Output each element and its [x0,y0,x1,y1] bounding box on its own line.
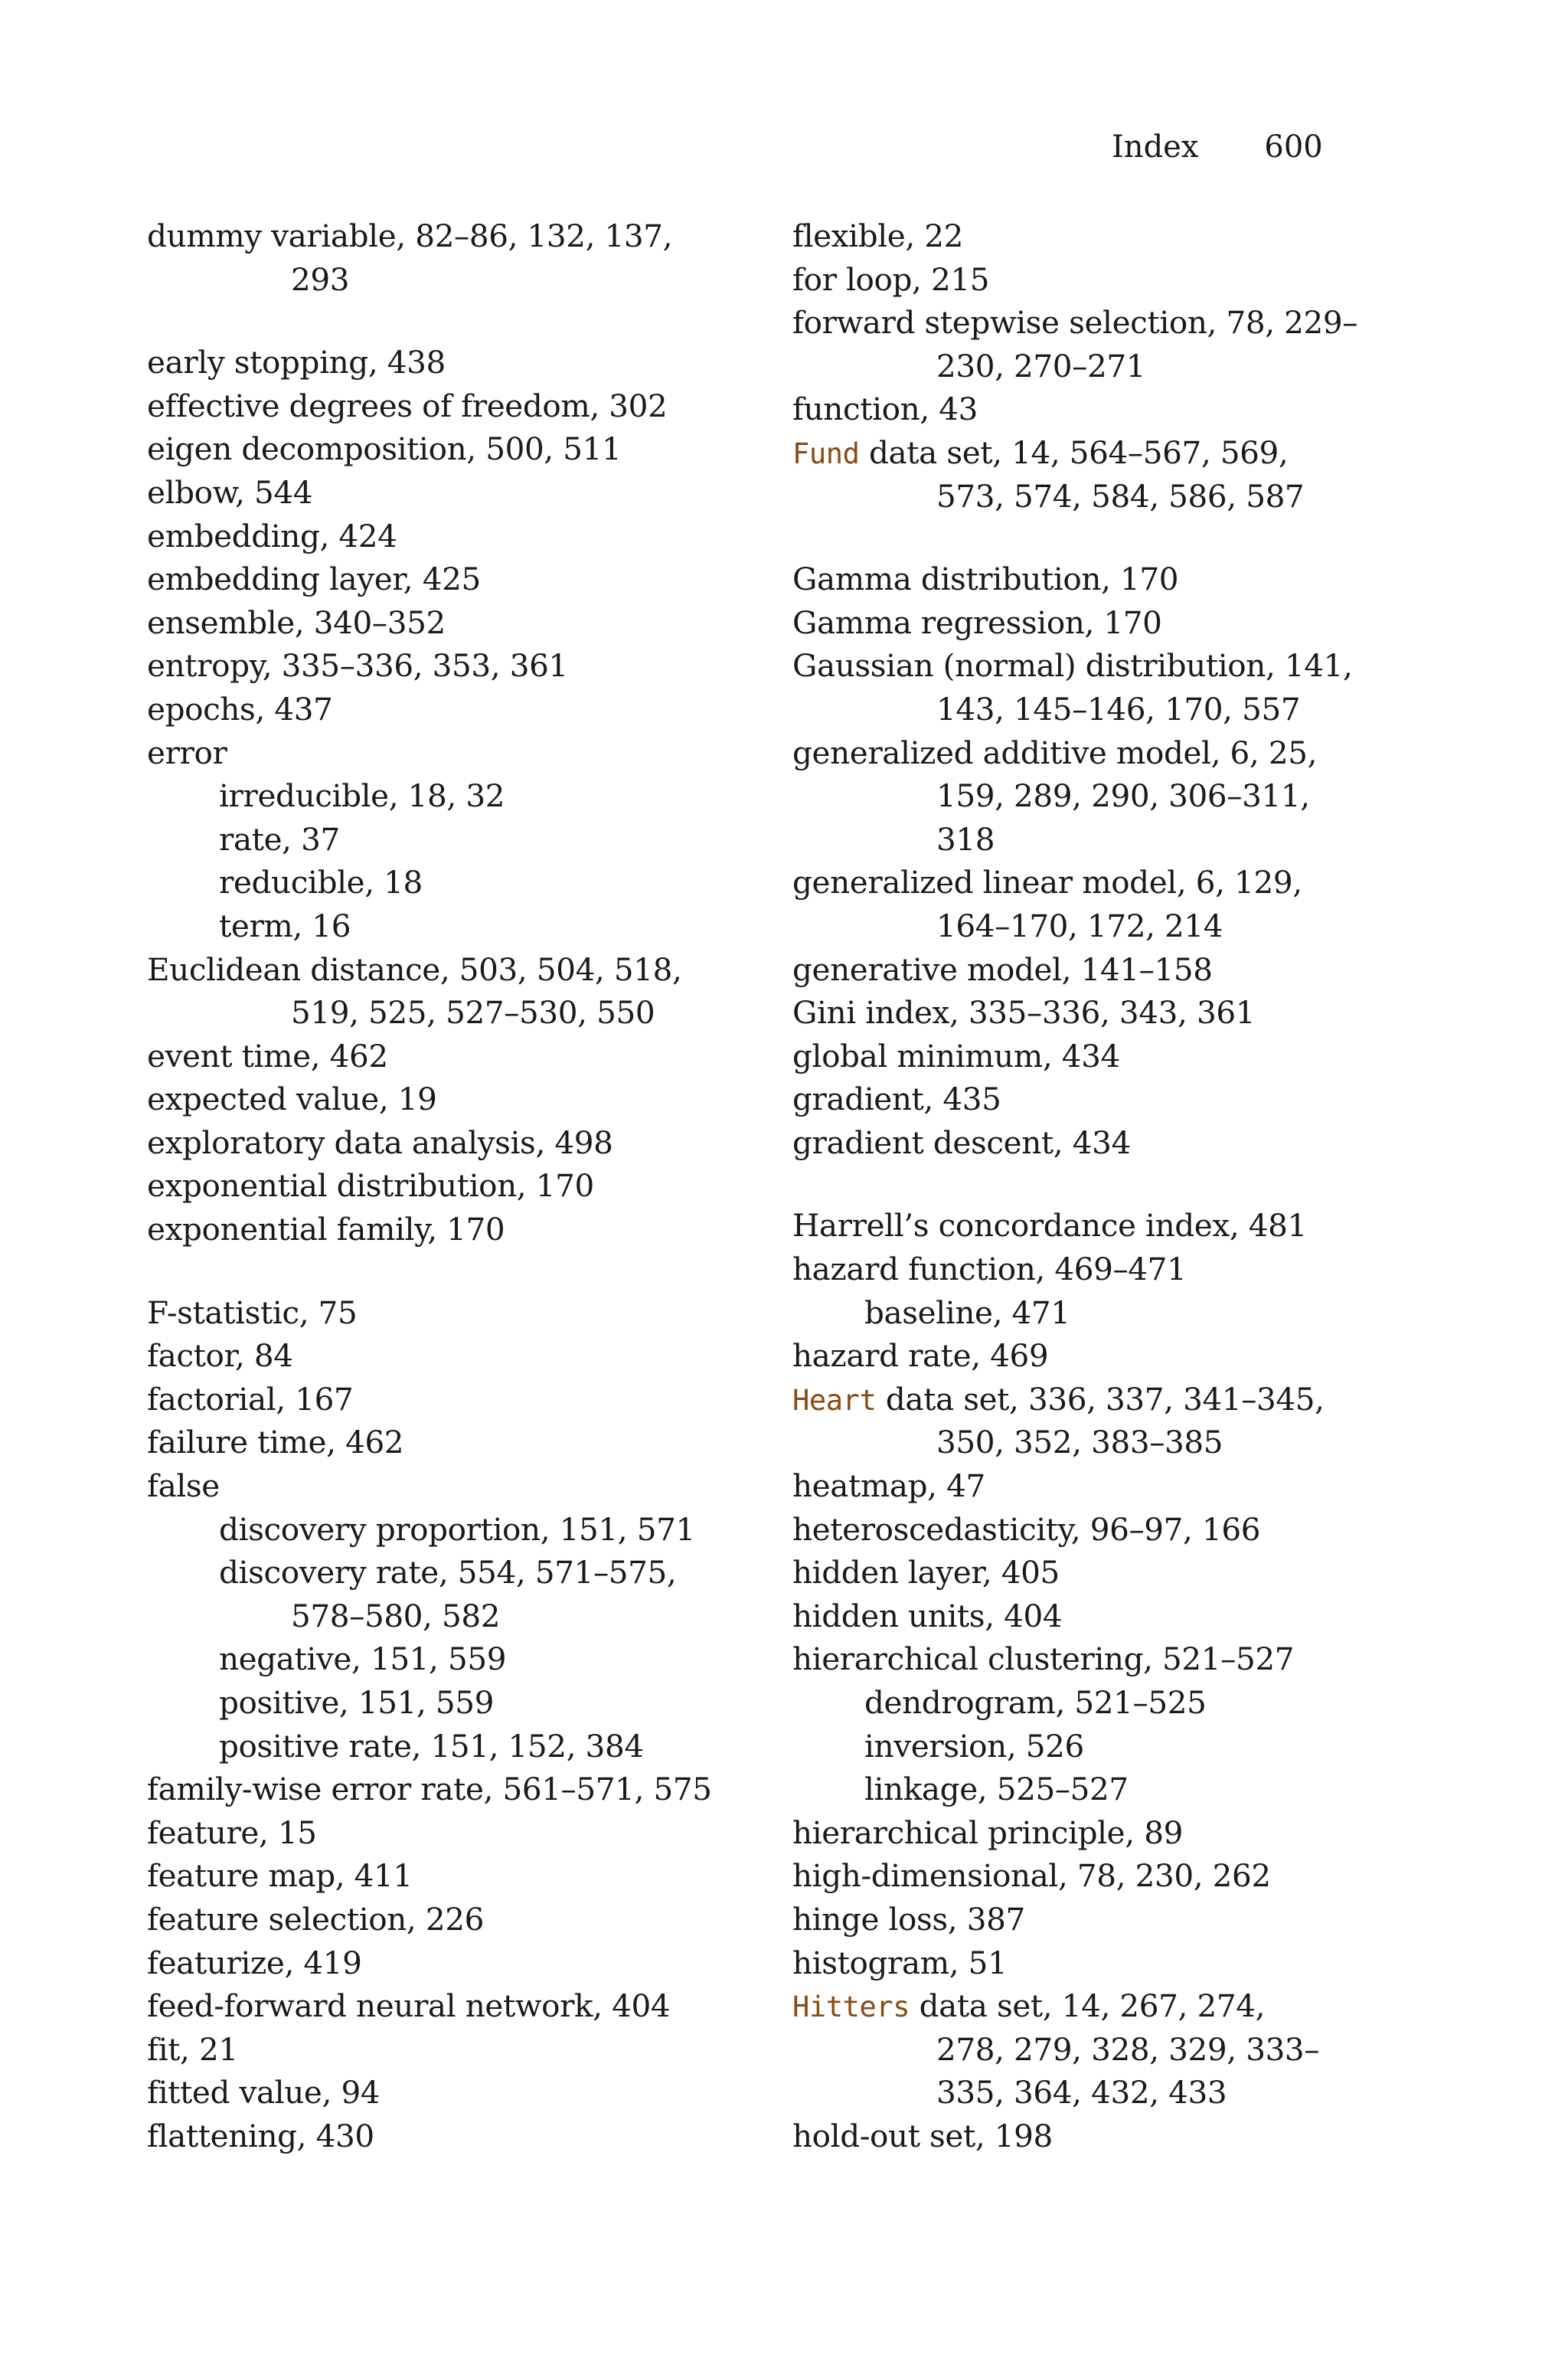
index-entry-text: expected value, 19 [147,1081,437,1118]
page-number: 600 [1264,129,1323,165]
index-entry-text: elbow, 544 [147,473,313,511]
index-entry [147,1984,729,2028]
index-entry-text: feed-forward neural network, 404 [147,1987,671,2025]
index-entry-text: baseline, 471 [864,1294,1070,1331]
index-entry [147,1121,729,1165]
index-entry-text: Gamma regression, 170 [792,603,1162,641]
index-entry-text: embedding, 424 [147,517,397,554]
index-entry-continuation [792,2071,1374,2115]
index-subentry [147,1551,729,1595]
index-entry-text: discovery rate, 554, 571–575, [219,1554,677,1591]
index-entry-text: gradient, 435 [792,1081,1001,1118]
index-subentry [147,861,729,904]
index-entry [147,1334,729,1378]
index-entry-text: 293 [291,260,350,298]
index-entry-continuation [792,774,1374,818]
index-entry [147,2028,729,2072]
index-entry-text: positive, 151, 559 [219,1684,495,1721]
index-entry-text: feature selection, 226 [147,1900,484,1938]
index-entry-text: 350, 352, 383–385 [936,1424,1223,1461]
index-entry [792,388,1374,431]
index-entry [147,948,729,992]
index-entry-continuation [147,258,729,302]
index-entry [792,1811,1374,1855]
index-entry-text: term, 16 [219,907,351,944]
running-head-section: Index [1112,129,1199,165]
index-entry-text: hazard rate, 469 [792,1337,1049,1375]
index-entry-text: false [147,1467,220,1505]
index-entry [147,515,729,558]
index-entry-continuation [792,904,1374,948]
index-entry [792,1078,1374,1121]
index-entry-text: high-dimensional, 78, 230, 262 [792,1857,1271,1895]
index-entry-text: 578–580, 582 [291,1597,501,1634]
index-entry-text: hinge loss, 387 [792,1900,1025,1938]
index-entry-text: 335, 364, 432, 433 [936,2074,1227,2111]
index-subentry [792,1291,1374,1335]
index-entry [147,1854,729,1898]
index-entry [792,1204,1374,1248]
index-entry [792,1551,1374,1595]
index-entry [147,2115,729,2158]
index-entry [147,1208,729,1251]
running-head [1112,126,1323,168]
index-entry [147,341,729,384]
index-entry-text: 318 [936,820,995,858]
index-subentry [147,818,729,862]
index-entry [792,1508,1374,1552]
index-entry [792,1464,1374,1508]
index-entry-text: gradient descent, 434 [792,1124,1131,1161]
index-entry-text: inversion, 526 [864,1727,1084,1765]
index-entry [147,1768,729,1811]
index-entry [792,991,1374,1035]
index-entry [792,1248,1374,1291]
index-entry-text: generative model, 141–158 [792,950,1213,988]
index-entry-text: data set, 336, 337, 341–345, [876,1380,1325,1418]
index-entry [792,301,1374,345]
index-entry [792,948,1374,992]
index-entry [792,214,1374,258]
index-entry-continuation [792,345,1374,388]
index-entry [792,1334,1374,1378]
letter-group-gap [147,301,729,341]
index-entry [147,1378,729,1421]
index-subentry [147,1637,729,1681]
index-entry-text: 573, 574, 584, 586, 587 [936,477,1305,515]
index-entry-text: data set, 14, 564–567, 569, [859,433,1289,471]
index-column-right [792,214,1374,2158]
index-entry-text: dendrogram, 521–525 [864,1684,1207,1721]
index-entry-continuation [792,818,1374,862]
index-entry-text: for loop, 215 [792,260,990,298]
index-entry-text: Gaussian (normal) distribution, 141, [792,647,1353,685]
index-entry [792,731,1374,775]
index-entry-text: generalized linear model, 6, 129, [792,864,1302,901]
index-entry-text: Gini index, 335–336, 343, 361 [792,994,1256,1032]
index-entry-continuation [792,688,1374,731]
index-entry-text: discovery proportion, 151, 571 [219,1510,695,1548]
index-entry [147,1898,729,1941]
index-entry-text: 159, 289, 290, 306–311, [936,777,1310,815]
index-entry-text: generalized additive model, 6, 25, [792,734,1318,771]
index-entry-text: data set, 14, 267, 274, [910,1987,1266,2025]
index-entry-text: irreducible, 18, 32 [219,777,505,815]
index-entry-text: family-wise error rate, 561–571, 575 [147,1771,712,1808]
index-subentry [792,1768,1374,1811]
index-entry-text: linkage, 525–527 [864,1771,1129,1808]
index-entry [792,1121,1374,1165]
index-entry-text: entropy, 335–336, 353, 361 [147,647,568,685]
index-entry-text: eigen decomposition, 500, 511 [147,430,622,468]
index-entry-continuation [792,2028,1374,2072]
index-entry-text: forward stepwise selection, 78, 229– [792,304,1358,342]
index-subentry [147,1681,729,1725]
index-subentry [147,904,729,948]
index-entry [147,601,729,645]
index-entry-text: flattening, 430 [147,2117,374,2154]
index-entry-text: flexible, 22 [792,218,964,254]
index-entry-text: 519, 525, 527–530, 550 [291,994,655,1032]
index-entry-text: exponential family, 170 [147,1211,505,1248]
index-entry-text: hierarchical principle, 89 [792,1814,1183,1851]
index-entry [792,601,1374,645]
index-entry [792,258,1374,302]
index-entry-text: Euclidean distance, 503, 504, 518, [147,950,682,988]
index-entry [147,731,729,775]
index-entry [147,1421,729,1464]
index-entry-text: negative, 151, 559 [219,1640,507,1678]
index-entry [147,384,729,428]
index-entry-text: early stopping, 438 [147,344,446,381]
index-entry [147,1464,729,1508]
index-entry [147,427,729,471]
index-entry-text: feature map, 411 [147,1857,413,1895]
index-entry-text: epochs, 437 [147,690,333,728]
index-entry-text: heatmap, 47 [792,1467,985,1505]
index-entry-text: hazard function, 469–471 [792,1251,1187,1288]
index-entry [792,1378,1374,1421]
index-entry [147,1291,729,1335]
letter-group-gap [792,518,1374,558]
index-entry-text: positive rate, 151, 152, 384 [219,1727,644,1765]
index-entry-continuation [792,1421,1374,1464]
index-entry-text: function, 43 [792,391,978,428]
index-entry [147,688,729,731]
index-entry [792,861,1374,904]
index-entry-text: Harrell’s concordance index, 481 [792,1207,1307,1245]
index-entry-text: Gamma distribution, 170 [792,561,1179,598]
index-entry-text: event time, 462 [147,1037,388,1075]
index-entry-text: factor, 84 [147,1337,293,1375]
index-entry [792,1941,1374,1985]
index-entry [792,1898,1374,1941]
index-entry [792,1854,1374,1898]
index-entry-text: hidden layer, 405 [792,1554,1060,1591]
index-entry-text: exploratory data analysis, 498 [147,1124,613,1161]
letter-group-gap [792,1164,1374,1204]
index-entry-text: embedding layer, 425 [147,561,481,598]
index-entry [792,644,1374,688]
index-subentry [147,774,729,818]
index-entry [147,558,729,601]
index-entry [792,1984,1374,2028]
index-entry-text: hierarchical clustering, 521–527 [792,1640,1295,1678]
index-entry [792,1595,1374,1638]
index-entry-continuation [792,475,1374,518]
index-entry-text: rate, 37 [219,820,340,858]
index-entry-text: heteroscedasticity, 96–97, 166 [792,1510,1261,1548]
index-entry [792,558,1374,601]
index-entry-text: error [147,734,227,771]
index-entry [147,1941,729,1985]
index-entry [147,214,729,258]
index-subentry [147,1725,729,1768]
index-entry-text: fit, 21 [147,2030,238,2068]
index-entry-text: 278, 279, 328, 329, 333– [936,2030,1320,2068]
index-entry [147,1035,729,1078]
dataset-name: Fund [792,437,860,470]
index-entry [147,1811,729,1855]
index-entry-text: factorial, 167 [147,1380,354,1418]
index-entry-text: 143, 145–146, 170, 557 [936,690,1301,728]
index-entry-text: ensemble, 340–352 [147,603,446,641]
index-entry-text: histogram, 51 [792,1944,1008,1981]
index-entry [792,1035,1374,1078]
index-entry [147,471,729,515]
index-subentry [147,1508,729,1552]
index-entry-text: reducible, 18 [219,864,423,901]
index-entry [792,2115,1374,2158]
index-entry-continuation [147,1595,729,1638]
index-entry [147,1164,729,1208]
index-entry-text: global minimum, 434 [792,1037,1120,1075]
index-entry-text: hold-out set, 198 [792,2117,1053,2154]
index-entry-continuation [147,991,729,1035]
index-entry-text: 164–170, 172, 214 [936,907,1223,944]
index-entry-text: F-statistic, 75 [147,1294,358,1331]
index-entry-text: exponential distribution, 170 [147,1167,594,1205]
index-entry [792,1637,1374,1681]
index-entry-text: featurize, 419 [147,1944,362,1981]
index-subentry [792,1725,1374,1768]
index-entry-text: failure time, 462 [147,1424,404,1461]
index-entry-text: hidden units, 404 [792,1597,1063,1634]
index-entry-text: fitted value, 94 [147,2074,381,2111]
index-entry-text: dummy variable, 82–86, 132, 137, [147,218,673,254]
letter-group-gap [147,1251,729,1291]
index-entry-text: effective degrees of freedom, 302 [147,387,668,424]
index-column-left [147,214,729,2158]
index-entry-text: 230, 270–271 [936,347,1146,384]
index-entry [147,2071,729,2115]
index-entry-text: feature, 15 [147,1814,317,1851]
dataset-name: Hitters [792,1990,910,2024]
index-entry [147,644,729,688]
index-entry [792,431,1374,475]
index-entry [147,1078,729,1121]
index-subentry [792,1681,1374,1725]
dataset-name: Heart [792,1383,877,1417]
